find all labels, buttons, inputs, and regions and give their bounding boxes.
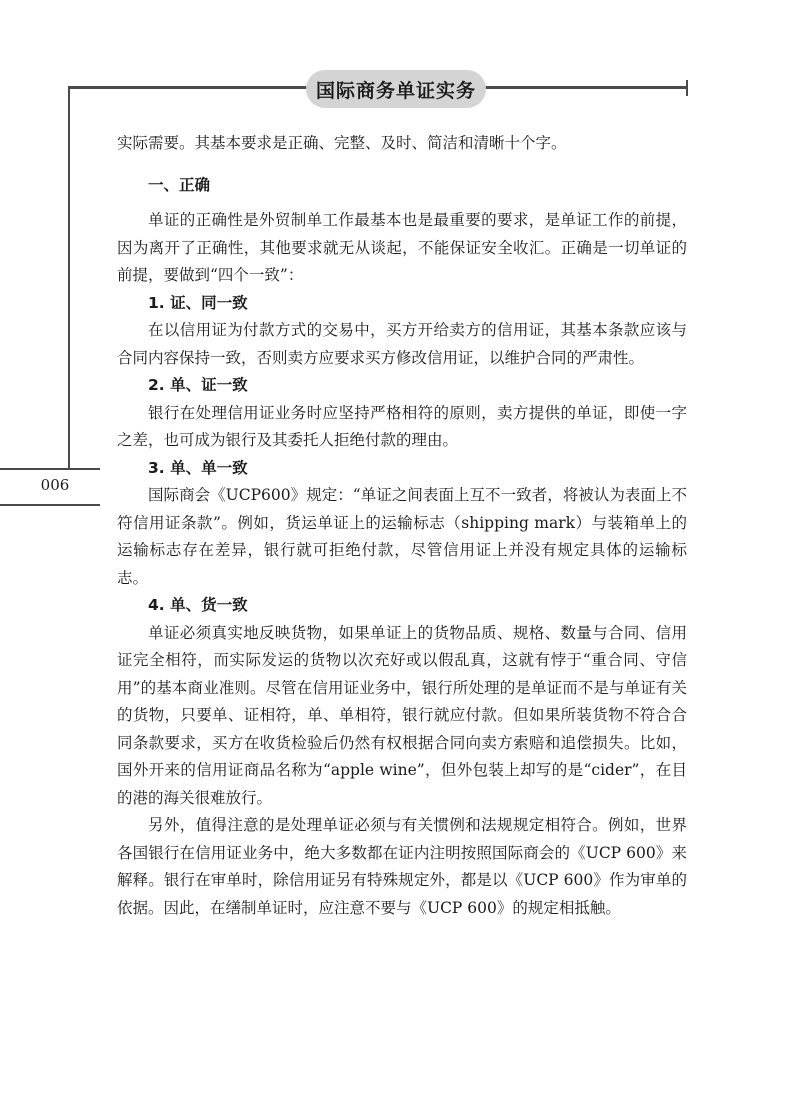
running-header-title: 国际商务单证实务 xyxy=(306,70,486,108)
paragraph: 单证必须真实地反映货物，如果单证上的货物品质、规格、数量与合同、信用证完全相符，而实际发运的货物以次充好或以假乱真，这就有悖于“重合同、守信用”的基本商业准则。尽管在信用证业务中，银行所处理的是单证而不是与单证有关的货物，只要单、证相符，单、单相符，银行就应付款。但如果所装货物不符合合同条款要求，买方在收货检验后仍然有权根据合同向卖方索赔和追偿损失。比如，国外开来的信用证商品名称为“apple wine”，但外包装上却写的是“cider”，在目的港的海关很难放行。 xyxy=(117,623,687,807)
paragraph: 另外，值得注意的是处理单证必须与有关惯例和法规规定相符合。例如，世界各国银行在信用证业务中，绝大多数都在证内注明按照国际商会的《UCP 600》来解释。银行在审单时，除信用证另有特殊规定外，都是以《UCP 600》作为审单的依据。因此，在缮制单证时，应注意不要与《UCP 600》的规定相抵触。 xyxy=(117,816,687,917)
paragraph: 在以信用证为付款方式的交易中，买方开给卖方的信用证，其基本条款应该与合同内容保持一致，否则卖方应要求买方修改信用证，以维护合同的严肃性。 xyxy=(117,321,687,367)
paragraph: 银行在处理信用证业务时应坚持严格相符的原则，卖方提供的单证，即使一字之差，也可成为银行及其委托人拒绝付款的理由。 xyxy=(117,403,687,449)
page-number-rule-top xyxy=(0,468,100,470)
body-text xyxy=(117,130,687,922)
section-heading: 一、正确 xyxy=(148,175,211,194)
page-number-rule-bottom xyxy=(0,504,100,506)
subsection-heading: 1. 证、同一致 xyxy=(148,293,248,312)
paragraph: 国际商会《UCP600》规定：“单证之间表面上互不一致者，将被认为表面上不符信用证条款”。例如，货运单证上的运输标志（shipping mark）与装箱单上的运输标志存在差异，银行就可拒绝付款，尽管信用证上并没有规定具体的运输标志。 xyxy=(117,486,687,587)
paragraph: 实际需要。其基本要求是正确、完整、及时、简洁和清晰十个字。 xyxy=(117,134,567,152)
subsection-heading: 2. 单、证一致 xyxy=(148,376,248,394)
paragraph: 单证的正确性是外贸制单工作最基本也是最重要的要求，是单证工作的前提，因为离开了正确性，其他要求就无从谈起，不能保证安全收汇。正确是一切单证的前提，要做到“四个一致”： xyxy=(117,211,687,284)
page-number: 006 xyxy=(40,476,70,494)
subsection-heading: 4. 单、货一致 xyxy=(148,596,248,614)
subsection-heading: 3. 单、单一致 xyxy=(148,458,248,477)
header-rule-end xyxy=(686,80,688,96)
page-number-box xyxy=(0,468,100,504)
margin-rule xyxy=(68,86,70,470)
